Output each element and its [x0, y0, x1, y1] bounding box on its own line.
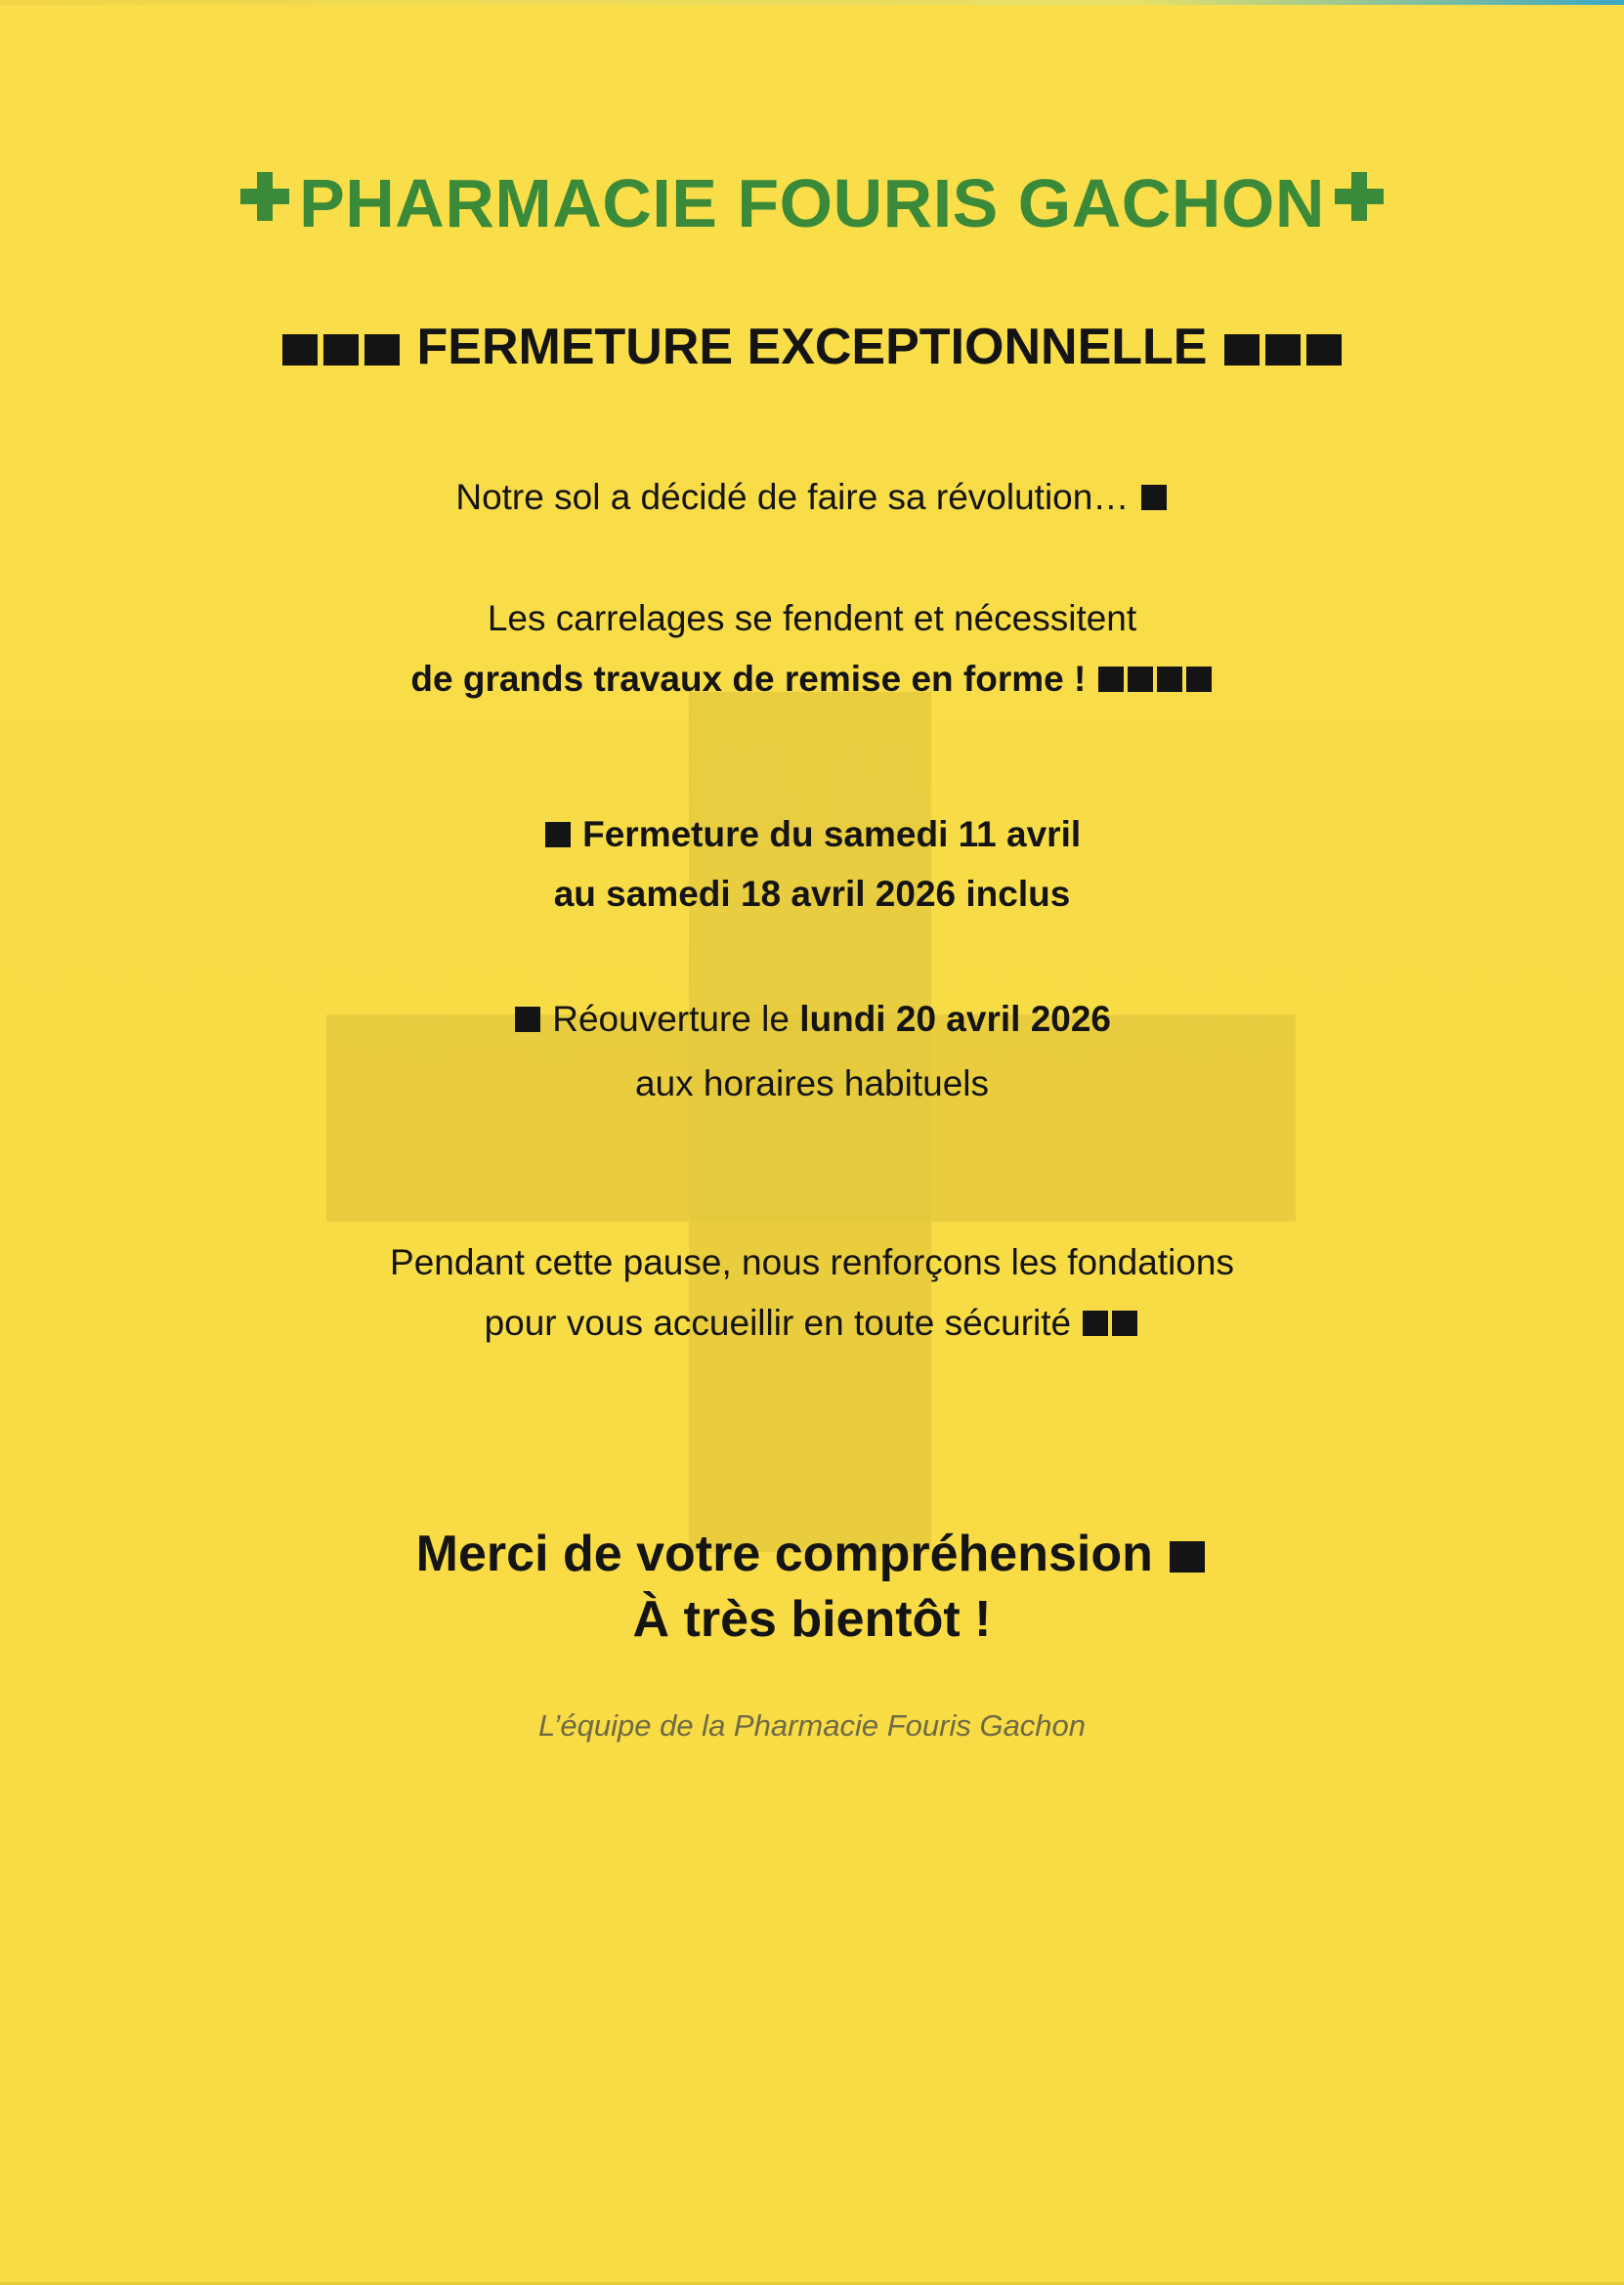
closure-dates-text: Fermeture du samedi 11 avril — [582, 814, 1082, 854]
closure-dates-line-2: au samedi 18 avril 2026 inclus — [553, 874, 1071, 914]
black-square-icon — [1083, 1311, 1108, 1336]
black-square-icon — [1112, 1311, 1137, 1336]
black-square-icon — [1128, 667, 1153, 692]
watermark-cross-horizontal — [326, 1014, 1296, 1222]
pause-line-2-text: pour vous accueillir en toute sécurité — [484, 1303, 1072, 1343]
black-square-icon — [1265, 334, 1301, 366]
thanks-line — [0, 1525, 1624, 1583]
thanks-text: Merci de votre compréhension — [415, 1526, 1153, 1582]
pause-line-1: Pendant cette pause, nous renforçons les fondations — [390, 1242, 1234, 1282]
intro-line — [0, 477, 1624, 518]
closure-heading-text: FERMETURE EXCEPTIONNELLE — [416, 319, 1208, 375]
signature: L’équipe de la Pharmacie Fouris Gachon — [537, 1708, 1087, 1743]
reopening-line-1 — [0, 999, 1624, 1040]
black-square-icon — [1186, 667, 1212, 692]
black-square-icon — [515, 1007, 540, 1032]
see-you-line: À très bientôt ! — [632, 1591, 992, 1648]
black-square-icon — [323, 334, 359, 366]
black-square-icon — [1170, 1541, 1205, 1573]
green-cross-icon — [1335, 172, 1384, 221]
black-square-icon — [1306, 334, 1342, 366]
reopening-line-2: aux horaires habituels — [635, 1063, 989, 1103]
tiles-line-2 — [0, 659, 1624, 700]
tiles-line-2-text: de grands travaux de remise en forme ! — [410, 659, 1087, 699]
black-square-icon — [1157, 667, 1182, 692]
pause-line-2 — [0, 1303, 1624, 1344]
black-square-icon — [1141, 485, 1167, 510]
paper-top-edge — [0, 0, 1624, 5]
intro-text: Notre sol a décidé de faire sa révolution… — [455, 477, 1130, 517]
black-square-icon — [1098, 667, 1124, 692]
green-cross-icon — [240, 172, 289, 221]
pharmacy-name: PHARMACIE FOURIS GACHON — [299, 165, 1325, 241]
reopening-prefix: Réouverture le — [552, 999, 790, 1039]
pharmacy-title — [0, 164, 1624, 242]
black-square-icon — [1224, 334, 1260, 366]
closure-dates-line-1 — [0, 814, 1624, 855]
closure-heading — [0, 318, 1624, 376]
tiles-line-1: Les carrelages se fendent et nécessitent — [487, 598, 1137, 638]
black-square-icon — [364, 334, 400, 366]
black-square-icon — [282, 334, 318, 366]
black-square-icon — [545, 822, 571, 847]
reopening-date: lundi 20 avril 2026 — [799, 999, 1112, 1039]
